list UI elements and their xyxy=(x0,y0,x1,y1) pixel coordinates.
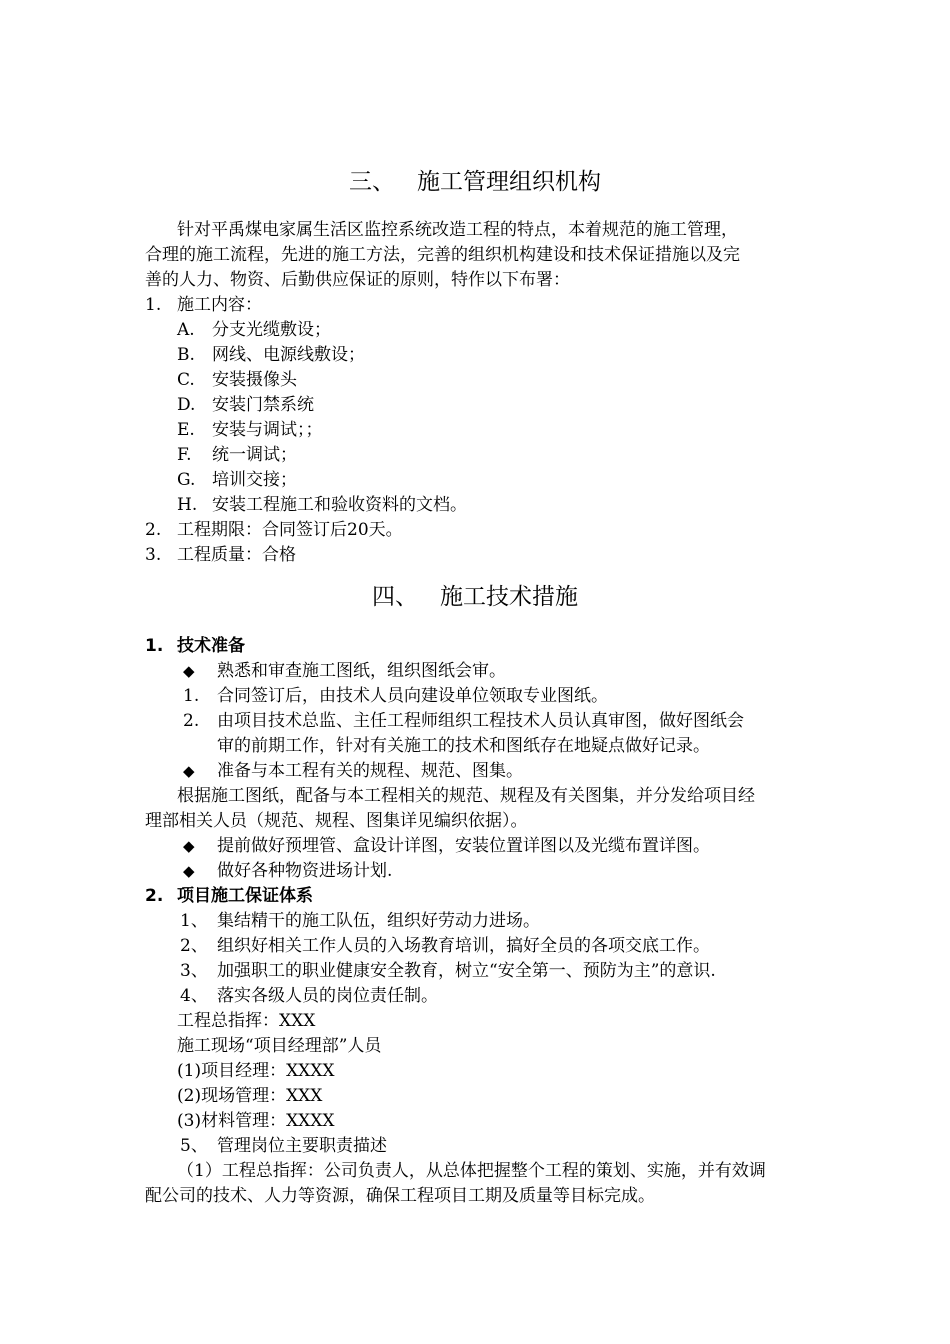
diamond-bullet-icon: ◆ xyxy=(183,662,195,680)
diamond-bullet-icon: ◆ xyxy=(183,837,195,855)
item-number: 2、 xyxy=(180,936,208,956)
item-text: 落实各级人员的岗位责任制。 xyxy=(217,986,438,1006)
intro-line-3: 善的人力、物资、后勤供应保证的原则，特作以下布署： xyxy=(145,270,570,290)
item-text: 组织好相关工作人员的入场教育培训，搞好全员的各项交底工作。 xyxy=(217,936,710,956)
item-number: 3、 xyxy=(180,961,208,981)
list-number: 3. xyxy=(145,545,162,565)
intro-line-2: 合理的施工流程，先进的施工方法，完善的组织机构建设和技术保证措施以及完 xyxy=(145,245,740,265)
material-management-line: (3)材料管理：XXXX xyxy=(177,1111,335,1131)
step-number: 2. xyxy=(183,711,200,731)
list-number: 1. xyxy=(145,295,162,315)
step-text: 合同签订后，由技术人员向建设单位领取专业图纸。 xyxy=(217,686,608,706)
list-text: 统一调试； xyxy=(212,445,297,465)
bullet-text: 准备与本工程有关的规程、规范、图集。 xyxy=(217,761,523,781)
list-letter: B. xyxy=(177,345,195,365)
paragraph-line: 理部相关人员（规范、规程、图集详见编织依据）。 xyxy=(145,811,528,831)
list-text: 工程期限：合同签订后20天。 xyxy=(177,520,403,540)
section-4-title: 施工技术措施 xyxy=(440,584,578,610)
item-text: 集结精干的施工队伍，组织好劳动力进场。 xyxy=(217,911,540,931)
list-letter: H. xyxy=(177,495,198,515)
subsection-number: 2. xyxy=(145,886,164,906)
section-3-number: 三、 xyxy=(349,169,395,195)
paragraph-line: 根据施工图纸，配备与本工程相关的规范、规程及有关图集，并分发给项目经 xyxy=(177,786,755,806)
list-text: 安装摄像头 xyxy=(212,370,297,390)
list-letter: G. xyxy=(177,470,196,490)
intro-line-1: 针对平禹煤电家属生活区监控系统改造工程的特点，本着规范的施工管理， xyxy=(177,220,738,240)
duty-line: （1）工程总指挥：公司负责人，从总体把握整个工程的策划、实施，并有效调 xyxy=(177,1161,766,1181)
list-letter: F. xyxy=(177,445,192,465)
list-text: 培训交接； xyxy=(212,470,297,490)
item-number: 4、 xyxy=(180,986,208,1006)
list-number: 2. xyxy=(145,520,162,540)
bullet-text: 做好各种物资进场计划. xyxy=(217,861,393,881)
list-text: 分支光缆敷设； xyxy=(212,320,331,340)
list-text: 安装工程施工和验收资料的文档。 xyxy=(212,495,467,515)
item-number: 5、 xyxy=(180,1136,208,1156)
site-staff-line: 施工现场“项目经理部”人员 xyxy=(177,1036,382,1056)
list-letter: E. xyxy=(177,420,195,440)
diamond-bullet-icon: ◆ xyxy=(183,762,195,780)
step-number: 1. xyxy=(183,686,200,706)
section-3-title: 施工管理组织机构 xyxy=(417,169,601,195)
subsection-number: 1. xyxy=(145,636,164,656)
list-text: 安装门禁系统 xyxy=(212,395,314,415)
project-manager-line: (1)项目经理：XXXX xyxy=(177,1061,335,1081)
section-3-heading xyxy=(0,167,950,197)
item-text: 加强职工的职业健康安全教育，树立“安全第一、预防为主”的意识. xyxy=(217,961,716,981)
list-text: 施工内容： xyxy=(177,295,262,315)
commander-line: 工程总指挥：XXX xyxy=(177,1011,316,1031)
list-letter: C. xyxy=(177,370,195,390)
diamond-bullet-icon: ◆ xyxy=(183,862,195,880)
list-letter: D. xyxy=(177,395,196,415)
bullet-text: 提前做好预埋管、盒设计详图，安装位置详图以及光缆布置详图。 xyxy=(217,836,710,856)
section-4-number: 四、 xyxy=(372,584,418,610)
step-text: 由项目技术总监、主任工程师组织工程技术人员认真审图，做好图纸会 xyxy=(217,711,744,731)
item-text: 管理岗位主要职责描述 xyxy=(217,1136,387,1156)
subsection-title: 技术准备 xyxy=(177,636,245,656)
bullet-text: 熟悉和审查施工图纸，组织图纸会审。 xyxy=(217,661,506,681)
subsection-title: 项目施工保证体系 xyxy=(177,886,313,906)
section-4-heading xyxy=(0,582,950,612)
item-number: 1、 xyxy=(180,911,208,931)
list-letter: A. xyxy=(177,320,195,340)
list-text: 工程质量：合格 xyxy=(177,545,296,565)
list-text: 网线、电源线敷设； xyxy=(212,345,365,365)
list-text: 安装与调试；； xyxy=(212,420,323,440)
site-management-line: (2)现场管理：XXX xyxy=(177,1086,323,1106)
step-text-continued: 审的前期工作，针对有关施工的技术和图纸存在地疑点做好记录。 xyxy=(217,736,710,756)
duty-line: 配公司的技术、人力等资源，确保工程项目工期及质量等目标完成。 xyxy=(145,1186,655,1206)
